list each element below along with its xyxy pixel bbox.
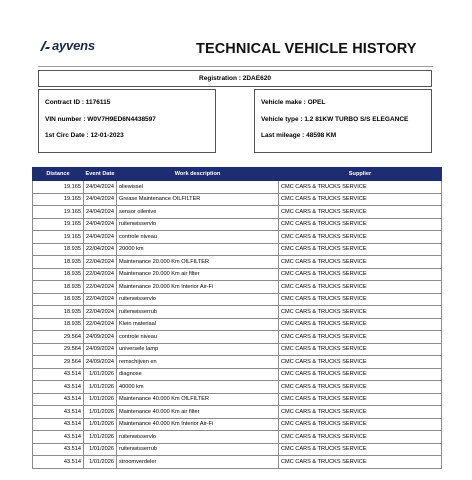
supplier-cell: CMC CARS & TRUCKS SERVICE	[279, 331, 442, 344]
event-date-cell: 22/04/2024	[84, 243, 117, 256]
work-description-cell: oliewissel	[117, 181, 279, 194]
table-header-row	[33, 168, 442, 181]
supplier-cell: CMC CARS & TRUCKS SERVICE	[279, 318, 442, 331]
supplier-cell: CMC CARS & TRUCKS SERVICE	[279, 231, 442, 244]
first-circ-date: 1st Circ Date : 12-01-2023	[45, 132, 124, 139]
distance-cell: 29.564	[33, 356, 84, 369]
supplier-cell: CMC CARS & TRUCKS SERVICE	[279, 443, 442, 456]
work-description-cell: ruitenwisserrub	[117, 443, 279, 456]
event-date-cell: 1/01/2026	[84, 393, 117, 406]
distance-cell: 43.514	[33, 431, 84, 444]
supplier-cell: CMC CARS & TRUCKS SERVICE	[279, 268, 442, 281]
event-date-cell: 22/04/2024	[84, 306, 117, 319]
logo-mark-icon	[39, 41, 51, 51]
supplier-cell: CMC CARS & TRUCKS SERVICE	[279, 206, 442, 219]
distance-cell: 19.165	[33, 231, 84, 244]
supplier-cell: CMC CARS & TRUCKS SERVICE	[279, 418, 442, 431]
contract-info-box	[38, 89, 216, 153]
registration-value: Registration : 2DAE620	[199, 75, 271, 82]
event-date-cell: 24/04/2024	[84, 193, 117, 206]
history-table	[32, 167, 442, 469]
distance-cell: 43.514	[33, 443, 84, 456]
distance-cell: 19.165	[33, 218, 84, 231]
last-mileage: Last mileage : 48598 KM	[261, 132, 337, 139]
work-description-cell: Maintenance 40.000 Km Interior Air-Fi	[117, 418, 279, 431]
distance-cell: 43.514	[33, 456, 84, 469]
supplier-cell: CMC CARS & TRUCKS SERVICE	[279, 256, 442, 269]
work-description-cell: ruitenwisservlo	[117, 293, 279, 306]
title-divider	[38, 66, 433, 67]
table-row	[33, 206, 442, 219]
supplier-cell: CMC CARS & TRUCKS SERVICE	[279, 293, 442, 306]
distance-cell: 19.165	[33, 181, 84, 194]
event-date-cell: 1/01/2026	[84, 418, 117, 431]
distance-cell: 19.165	[33, 206, 84, 219]
registration-box	[38, 70, 432, 87]
distance-cell: 18.935	[33, 281, 84, 294]
work-description-cell: Maintenance 20.000 Km air filter	[117, 268, 279, 281]
table-row	[33, 281, 442, 294]
event-date-cell: 24/04/2024	[84, 181, 117, 194]
distance-cell: 43.514	[33, 406, 84, 419]
event-date-cell: 22/04/2024	[84, 268, 117, 281]
distance-cell: 18.935	[33, 293, 84, 306]
event-date-cell: 1/01/2026	[84, 431, 117, 444]
distance-cell: 43.514	[33, 368, 84, 381]
distance-cell: 18.935	[33, 318, 84, 331]
distance-cell: 19.165	[33, 193, 84, 206]
table-row	[33, 218, 442, 231]
work-description-cell: controle niveau	[117, 231, 279, 244]
event-date-cell: 24/04/2024	[84, 231, 117, 244]
table-row	[33, 368, 442, 381]
table-row	[33, 318, 442, 331]
distance-cell: 43.514	[33, 393, 84, 406]
work-description-cell: Maintenance 20.000 Km Interior Air-Fi	[117, 281, 279, 294]
contract-id: Contract ID : 1176115	[45, 99, 111, 106]
event-date-cell: 24/09/2024	[84, 356, 117, 369]
vehicle-make: Vehicle make : OPEL	[261, 99, 326, 106]
event-date-cell: 24/04/2024	[84, 218, 117, 231]
event-date-cell: 1/01/2026	[84, 443, 117, 456]
table-row	[33, 381, 442, 394]
event-date-cell: 24/09/2024	[84, 343, 117, 356]
work-description-cell: stroomverdeler	[117, 456, 279, 469]
table-row	[33, 268, 442, 281]
event-date-cell: 22/04/2024	[84, 318, 117, 331]
work-description-cell: sensor oilenive	[117, 206, 279, 219]
work-description-cell: 40000 km	[117, 381, 279, 394]
event-date-cell: 1/01/2026	[84, 456, 117, 469]
work-description-cell: Maintenance 40.000 Km OILFILTER	[117, 393, 279, 406]
table-body	[33, 181, 442, 469]
event-date-cell: 1/01/2026	[84, 406, 117, 419]
supplier-cell: CMC CARS & TRUCKS SERVICE	[279, 243, 442, 256]
table-row	[33, 456, 442, 469]
work-description-cell: ruitenwisservlo	[117, 218, 279, 231]
supplier-cell: CMC CARS & TRUCKS SERVICE	[279, 306, 442, 319]
supplier-cell: CMC CARS & TRUCKS SERVICE	[279, 431, 442, 444]
event-date-cell: 24/09/2024	[84, 331, 117, 344]
brand-logo	[39, 38, 95, 53]
work-description-cell: Klein materiaal	[117, 318, 279, 331]
event-date-cell: 22/04/2024	[84, 281, 117, 294]
column-header-event-date: Event Date	[84, 168, 117, 181]
work-description-cell: Maintenance 40.000 Km air filter	[117, 406, 279, 419]
supplier-cell: CMC CARS & TRUCKS SERVICE	[279, 381, 442, 394]
supplier-cell: CMC CARS & TRUCKS SERVICE	[279, 406, 442, 419]
supplier-cell: CMC CARS & TRUCKS SERVICE	[279, 218, 442, 231]
table-row	[33, 431, 442, 444]
event-date-cell: 22/04/2024	[84, 293, 117, 306]
table-row	[33, 181, 442, 194]
distance-cell: 43.514	[33, 418, 84, 431]
distance-cell: 18.935	[33, 256, 84, 269]
supplier-cell: CMC CARS & TRUCKS SERVICE	[279, 181, 442, 194]
work-description-cell: 20000 km	[117, 243, 279, 256]
distance-cell: 18.935	[33, 243, 84, 256]
table-row	[33, 331, 442, 344]
table-row	[33, 356, 442, 369]
distance-cell: 18.935	[33, 306, 84, 319]
distance-cell: 43.514	[33, 381, 84, 394]
table-row	[33, 293, 442, 306]
supplier-cell: CMC CARS & TRUCKS SERVICE	[279, 193, 442, 206]
table-row	[33, 193, 442, 206]
work-description-cell: controle niveau	[117, 331, 279, 344]
supplier-cell: CMC CARS & TRUCKS SERVICE	[279, 281, 442, 294]
page-title: TECHNICAL VEHICLE HISTORY	[196, 41, 417, 57]
column-header-work-description: Work description	[117, 168, 279, 181]
table-row	[33, 343, 442, 356]
work-description-cell: Grease Maintenance OILFILTER	[117, 193, 279, 206]
event-date-cell: 1/01/2026	[84, 368, 117, 381]
table-row	[33, 418, 442, 431]
work-description-cell: Maintenance 20.000 Km OILFILTER	[117, 256, 279, 269]
work-description-cell: ruitenwisserrub	[117, 306, 279, 319]
work-description-cell: universele lamp	[117, 343, 279, 356]
column-header-distance: Distance	[33, 168, 84, 181]
work-description-cell: remschijven en	[117, 356, 279, 369]
supplier-cell: CMC CARS & TRUCKS SERVICE	[279, 393, 442, 406]
table-row	[33, 393, 442, 406]
event-date-cell: 1/01/2026	[84, 381, 117, 394]
distance-cell: 29.564	[33, 331, 84, 344]
logo-wordmark: ayvens	[52, 38, 95, 53]
work-description-cell: diagnose	[117, 368, 279, 381]
supplier-cell: CMC CARS & TRUCKS SERVICE	[279, 368, 442, 381]
vehicle-info-box	[254, 89, 432, 153]
table-row	[33, 406, 442, 419]
vin-number: VIN number : W0V7H9ED6N4438597	[45, 116, 156, 123]
table-row	[33, 443, 442, 456]
distance-cell: 29.564	[33, 343, 84, 356]
supplier-cell: CMC CARS & TRUCKS SERVICE	[279, 343, 442, 356]
supplier-cell: CMC CARS & TRUCKS SERVICE	[279, 456, 442, 469]
distance-cell: 18.935	[33, 268, 84, 281]
column-header-supplier: Supplier	[279, 168, 442, 181]
supplier-cell: CMC CARS & TRUCKS SERVICE	[279, 356, 442, 369]
vehicle-type: Vehicle type : 1.2 81KW TURBO S/S ELEGANCE	[261, 116, 409, 123]
table-row	[33, 256, 442, 269]
table-row	[33, 306, 442, 319]
table-row	[33, 231, 442, 244]
table-row	[33, 243, 442, 256]
event-date-cell: 24/04/2024	[84, 206, 117, 219]
event-date-cell: 22/04/2024	[84, 256, 117, 269]
work-description-cell: ruitenwisservlo	[117, 431, 279, 444]
